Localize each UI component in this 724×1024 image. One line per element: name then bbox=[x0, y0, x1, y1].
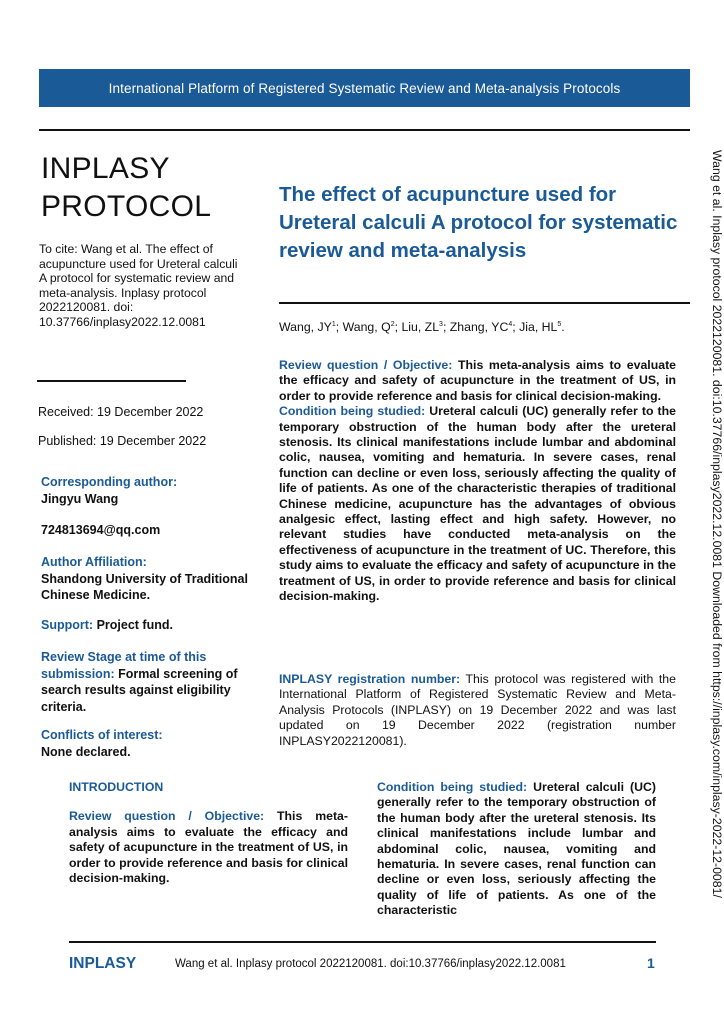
citation: To cite: Wang et al. The effect of acupuncture used for Ureteral calculi A protocol for systematic review and meta-analysis. Inplasy protocol 2022120081. doi: 10.37766/inplasy2022.12.0081 bbox=[39, 242, 238, 329]
author-email[interactable]: 724813694@qq.com bbox=[41, 523, 161, 537]
intro-condition-label: Condition being studied: bbox=[377, 780, 528, 794]
sidebar-rule bbox=[37, 380, 186, 382]
condition-label: Condition being studied: bbox=[279, 404, 426, 419]
intro-review-label: Review question / Objective: bbox=[69, 809, 265, 824]
brand-line-2: PROTOCOL bbox=[41, 190, 212, 223]
conflicts-of-interest bbox=[41, 727, 256, 760]
page-number: 1 bbox=[647, 955, 655, 971]
review-stage bbox=[41, 649, 256, 715]
article-title: The effect of acupuncture used for Ureteral calculi A protocol for systematic review and meta-analysis bbox=[279, 183, 678, 262]
conflicts-text: None declared. bbox=[41, 744, 131, 759]
author-list bbox=[279, 320, 565, 334]
author: Zhang, $YC^4$; bbox=[449, 320, 520, 334]
registration-label: INPLASY registration number: bbox=[279, 672, 461, 686]
abstract-review-question bbox=[279, 358, 676, 404]
registration-text: This protocol was registered with the International Platform of Registered Systematic Review and Meta-Analysis Protocols (INPLASY) on 19 December 2022 and was last updated on 19 December 2022 (registration number INPLASY2022120081). bbox=[279, 672, 676, 748]
registration-number bbox=[279, 672, 676, 749]
author: Liu, $ZL^3$; bbox=[401, 320, 450, 334]
support-label: Support: bbox=[41, 618, 94, 632]
published-date: Published: 19 December 2022 bbox=[38, 434, 207, 448]
review-question-text: This meta-analysis aims to evaluate the efficacy and safety of acupuncture in the treatment of US, in order to provide reference and basis for clinical decision-making. bbox=[279, 358, 676, 403]
footer-citation: Wang et al. Inplasy protocol 2022120081. doi:10.37766/inplasy2022.12.0081 bbox=[175, 958, 566, 970]
received-date: Received: 19 December 2022 bbox=[38, 405, 204, 419]
brand-line-1: INPLASY bbox=[41, 152, 170, 185]
support bbox=[41, 617, 256, 634]
intro-condition-text: Ureteral calculi (UC) generally refer to the temporary obstruction of the human body after the ureteral stenosis. Its clinical manifestations include lumbar and abdominal colic, nausea, vomiting and hematuria. In severe cases, renal function can decline or even loss, seriously affecting the quality of life of patients. As one of the characteristic bbox=[377, 780, 657, 918]
affiliation-label: Author Affiliation: bbox=[41, 555, 147, 569]
corresponding-label: Corresponding author: bbox=[41, 475, 178, 489]
review-question-label: Review question / Objective: bbox=[279, 358, 453, 372]
review-stage-text: Formal screening of search results against eligibility criteria. bbox=[41, 666, 238, 714]
author: Wang, $Q^2$; bbox=[342, 320, 402, 334]
footer-brand: INPLASY bbox=[69, 955, 137, 972]
body-column-right bbox=[377, 780, 656, 919]
intro-review-text: This meta-analysis aims to evaluate the efficacy and safety of acupuncture in the treatment of US, in order to provide reference and basis for clinical decision-making. bbox=[69, 809, 348, 886]
margin-download-note: Wang et al. Inplasy protocol 2022120081. doi:10.37766/inplasy2022.12.0081 Downloaded from https://inplasy.com/inplasy-2022-12-0081/ bbox=[710, 150, 724, 898]
condition-text: Ureteral calculi (UC) generally refer to the temporary obstruction of the human body after the ureteral stenosis. Its clinical manifestations include lumbar and abdominal colic, nausea, vomiting and hematuria. In severe cases, renal function can decline or even loss, seriously affecting the quality of life of patients. As one of the characteristic therapies of traditional Chinese medicine, acupuncture has the advantages of obvious analgesic effect, lasting effect and high safety. However, no relevant studies have conducted meta-analysis on the effectiveness of acupuncture in the treatment of UC. Therefore, this study aims to evaluate the efficacy and safety of acupuncture in the treatment of US, in order to provide reference and basis for clinical decision-making. bbox=[279, 404, 677, 604]
corresponding-name: Jingyu Wang bbox=[41, 491, 119, 506]
introduction-heading: INTRODUCTION bbox=[69, 780, 164, 794]
corresponding-author bbox=[41, 474, 256, 507]
abstract bbox=[279, 358, 676, 605]
abstract-condition bbox=[279, 404, 676, 604]
author: Wang, $JY^1$; bbox=[279, 320, 343, 334]
intro-review-question bbox=[69, 809, 348, 886]
support-text: Project fund. bbox=[96, 618, 173, 632]
affiliation-text: Shandong University of Traditional Chinese Medicine. bbox=[41, 571, 248, 602]
conflicts-label: Conflicts of interest: bbox=[41, 728, 163, 742]
title-rule bbox=[279, 302, 690, 304]
top-rule bbox=[39, 129, 690, 131]
intro-condition bbox=[377, 780, 656, 919]
brand-title bbox=[41, 150, 211, 226]
header-banner: International Platform of Registered Systematic Review and Meta-analysis Protocols bbox=[39, 69, 690, 107]
review-stage-label: Review Stage at time of this submission: bbox=[41, 650, 207, 681]
author: Jia, $HL^5$. bbox=[519, 320, 565, 334]
footer-rule bbox=[69, 941, 656, 943]
body-column-left bbox=[69, 780, 348, 886]
author-affiliation bbox=[41, 554, 256, 604]
